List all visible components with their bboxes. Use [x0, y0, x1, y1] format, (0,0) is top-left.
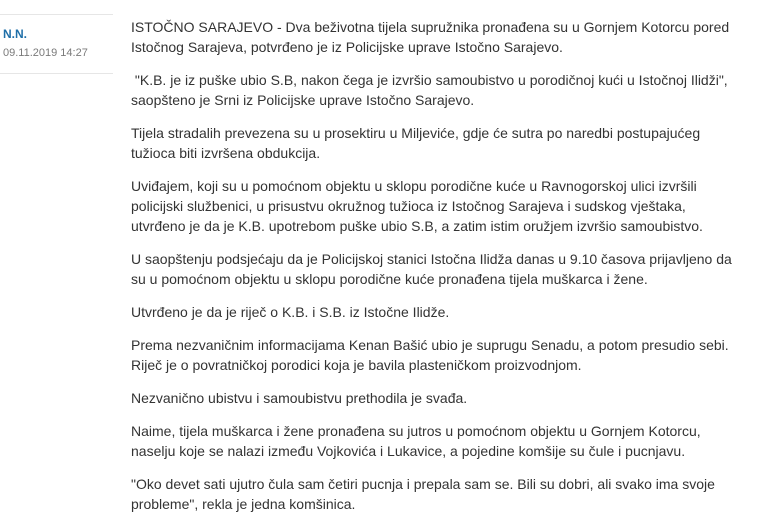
comment-paragraph: U saopštenju podsjećaju da je Policijskoj stanici Istočna Ilidža danas u 9.10 časova prijavljeno da su u pomoćnom objektu u sklopu porodične kuće pronađena tijela muškarca i žene. [131, 251, 732, 287]
comment-paragraph: Prema nezvaničnim informacijama Kenan Bašić ubio je suprugu Senadu, a potom presudio sebi. Riječ je o povratničkoj porodici koja je bavila plasteničkom proizvodnjom. [131, 337, 729, 373]
comment-timestamp: 09.11.2019 14:27 [3, 47, 88, 59]
comment-paragraph: Utvrđeno je da je riječ o K.B. i S.B. iz Istočne Ilidže. [131, 304, 450, 320]
comment-body [131, 17, 743, 527]
comment-paragraph: Nezvanično ubistvu i samoubistvu prethodila je svađa. [131, 390, 468, 406]
comment-meta [0, 14, 113, 74]
comment-paragraph: Tijela stradalih prevezena su u prosektiru u Miljeviće, gdje će sutra po naredbi postupajućeg tužioca biti izvršena obdukcija. [131, 125, 701, 161]
comment-author[interactable]: N.N. [3, 27, 27, 41]
comment-paragraph: Uviđajem, koji su u pomoćnom objektu u sklopu porodične kuće u Ravnogorskoj ulici izvršili policijski službenici, u prisustvu okružnog tužioca iz Istočnog Sarajeva i sudskog vještaka, utvrđeno je da je K.B. upotrebom puške ubio S.B, a zatim istim oružjem izvršio samoubistvo. [131, 178, 703, 234]
comment-paragraph: ISTOČNO SARAJEVO - Dva beživotna tijela supružnika pronađena su u Gornjem Kotorcu pored Istočnog Sarajeva, potvrđeno je iz Policijske uprave Istočno Sarajevo. [131, 19, 730, 55]
comment-paragraph: Naime, tijela muškarca i žene pronađena su jutros u pomoćnom objektu u Gornjem Kotorcu, naselju koje se nalazi između Vojkovića i Lukavice, a pojedine komšije su čule i pucnjavu. [131, 423, 701, 459]
comment-paragraph: "K.B. je iz puške ubio S.B, nakon čega je izvršio samoubistvo u porodičnoj kući u Istočnoj Ilidži", saopšteno je Srni iz Policijske uprave Istočno Sarajevo. [131, 72, 732, 108]
comment-paragraph: "Oko devet sati ujutro čula sam četiri pucnja i prepala sam se. Bili su dobri, ali svako ima svoje probleme", rekla je jedna komšinica. [131, 476, 715, 512]
